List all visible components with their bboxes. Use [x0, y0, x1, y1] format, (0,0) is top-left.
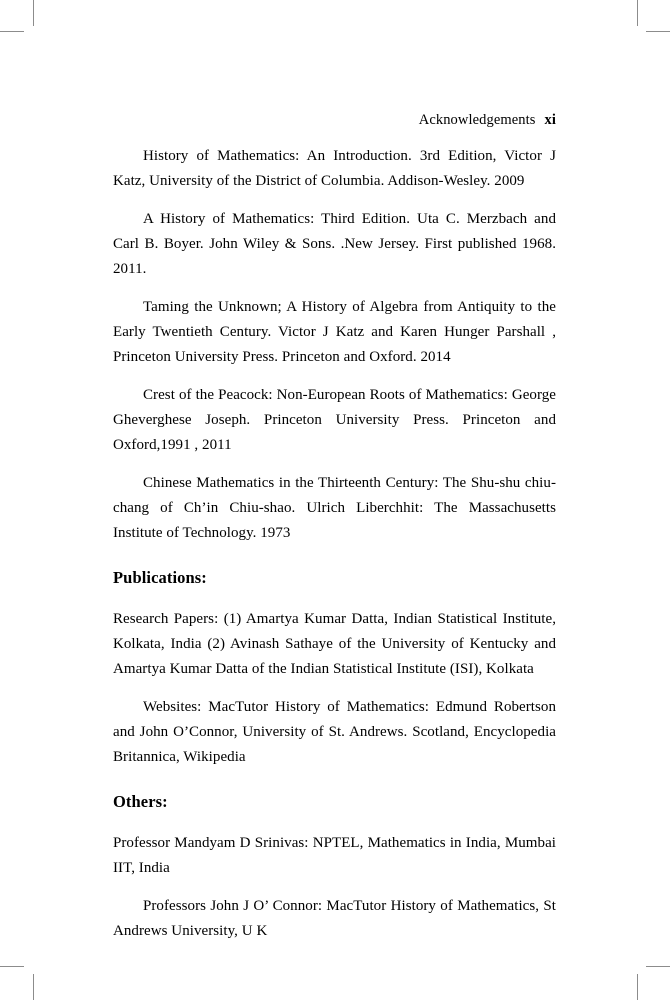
reference-entry: History of Mathematics: An Introduction. 3rd Edition, Victor J Katz, University of the District of Columbia. Addison-Wesley. 2009	[113, 148, 556, 189]
crop-mark-top-left-horizontal	[0, 31, 24, 32]
reference-entry: Crest of the Peacock: Non-European Roots of Mathematics: George Gheverghese Joseph. Princeton University Press. Princeton and Oxford,1991 , 2011	[113, 387, 556, 453]
body-text-block	[113, 144, 556, 944]
page-number: xi	[544, 112, 556, 128]
others-entry: Professor Mandyam D Srinivas: NPTEL, Mathematics in India, Mumbai IIT, India	[113, 835, 556, 876]
reference-entry: A History of Mathematics: Third Edition. Uta C. Merzbach and Carl B. Boyer. John Wiley & Sons. .New Jersey. First published 1968. 2011.	[113, 211, 556, 277]
crop-mark-bottom-left-vertical	[33, 974, 34, 1000]
running-head	[113, 110, 556, 130]
reference-entry: Taming the Unknown; A History of Algebra from Antiquity to the Early Twentieth Century. Victor J Katz and Karen Hunger Parshall , Princeton University Press. Princeton and Oxford. 2014	[113, 299, 556, 365]
section-heading-publications: Publications:	[113, 568, 207, 587]
crop-mark-bottom-right-horizontal	[646, 966, 670, 967]
section-heading-others: Others:	[113, 792, 168, 811]
crop-mark-bottom-left-horizontal	[0, 966, 24, 967]
crop-mark-top-right-horizontal	[646, 31, 670, 32]
others-entry: Professors John J O’ Connor: MacTutor History of Mathematics, St Andrews University, U K	[113, 898, 556, 939]
publication-entry: Websites: MacTutor History of Mathematics: Edmund Robertson and John O’Connor, University of St. Andrews. Scotland, Encyclopedia Britannica, Wikipedia	[113, 699, 556, 765]
reference-entry: Chinese Mathematics in the Thirteenth Century: The Shu-shu chiu-chang of Ch’in Chiu-shao. Ulrich Liberchhit: The Massachusetts Institute of Technology. 1973	[113, 475, 556, 541]
crop-mark-bottom-right-vertical	[637, 974, 638, 1000]
crop-mark-top-right-vertical	[637, 0, 638, 26]
publication-entry: Research Papers: (1) Amartya Kumar Datta, Indian Statistical Institute, Kolkata, India (2) Avinash Sathaye of the University of Kentucky and Amartya Kumar Datta of the Indian Statistical Institute (ISI), Kolkata	[113, 611, 556, 677]
crop-mark-top-left-vertical	[33, 0, 34, 26]
running-head-title: Acknowledgements	[418, 112, 536, 128]
